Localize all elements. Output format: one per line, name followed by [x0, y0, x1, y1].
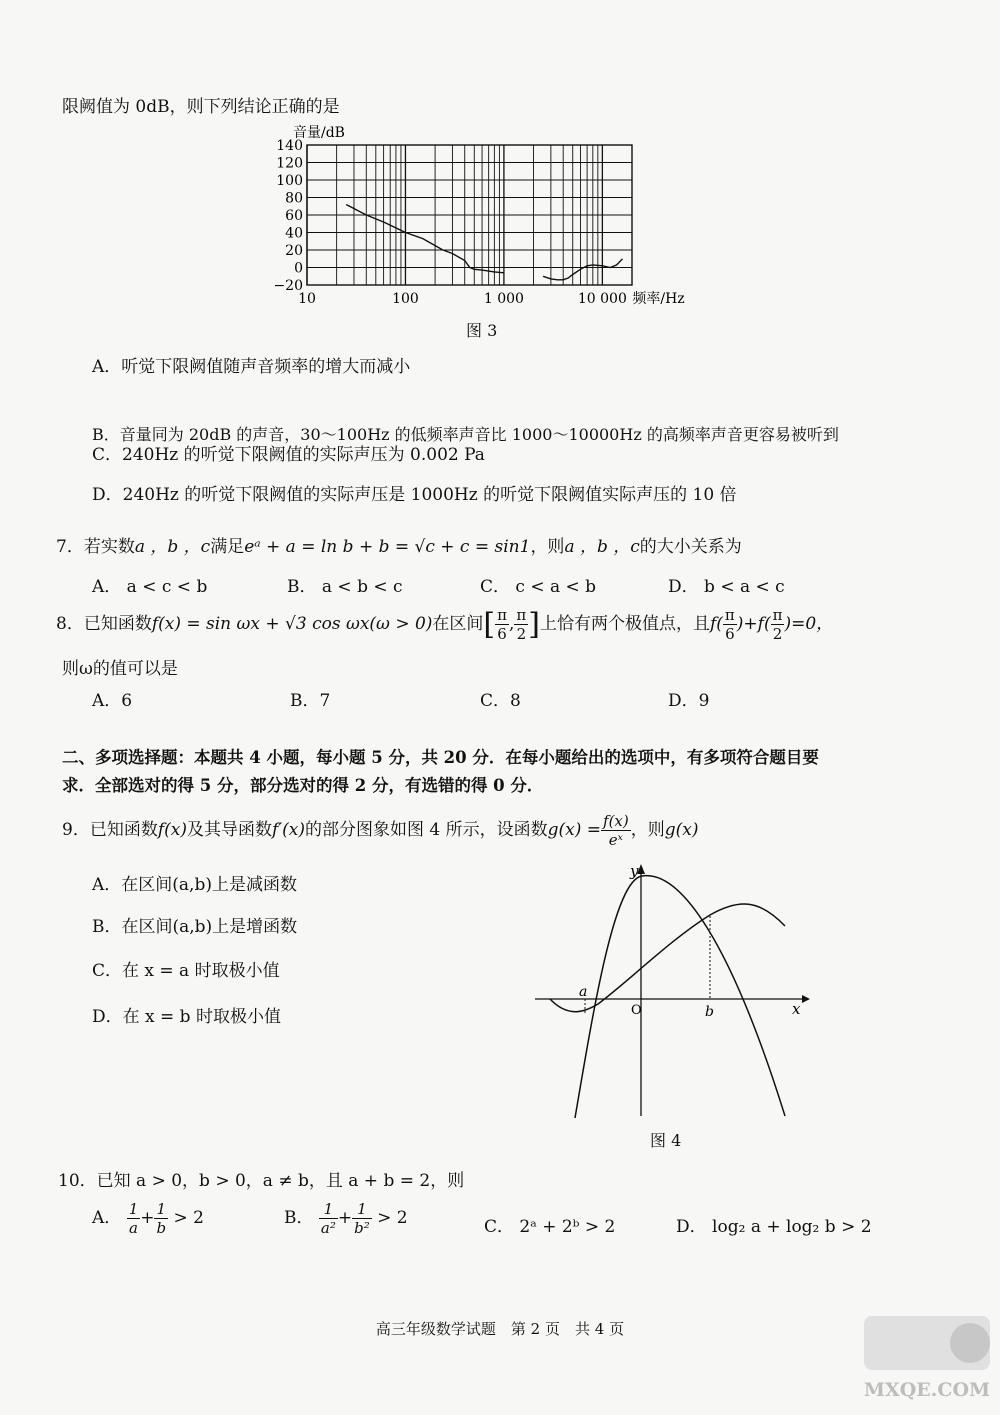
q10-a-plus: +: [140, 1208, 155, 1228]
q10-option-c-label: C．: [484, 1217, 515, 1237]
q8-frac-num-2: π: [516, 606, 527, 624]
q10-b-frac-1: [319, 1200, 338, 1237]
q10-d-expr: log₂ a + log₂ b > 2: [712, 1217, 872, 1237]
q8-cond-a: f(: [709, 614, 723, 634]
q10-option-a: [92, 1200, 204, 1237]
q7-text-a: 若实数: [83, 537, 135, 557]
q8-frac-den-2: 2: [516, 625, 527, 643]
figure-3-chart: [262, 117, 702, 312]
q8-cond-den-2: 2: [772, 625, 783, 643]
y-tick-label: −20: [273, 278, 303, 294]
q10-b-den-2: b²: [354, 1219, 370, 1237]
figure-3-caption: 图 3: [466, 321, 498, 340]
q7-number: 7．: [56, 537, 84, 557]
q10-a-frac-2: [154, 1200, 168, 1237]
q7-option-c: C． c < a < b: [480, 577, 597, 597]
q8-cond-frac-2: [771, 606, 785, 643]
q10-a-num-2: 1: [154, 1200, 168, 1219]
y-tick-label: 140: [276, 138, 303, 154]
q10-a-den-2: b: [156, 1219, 167, 1237]
q10-a-frac-1: [127, 1200, 141, 1237]
q8-cond-b: )+f(: [736, 614, 771, 634]
q8-text-a: 已知函数: [83, 614, 152, 634]
q9-text-c: 的部分图象如图 4 所示，设函数: [305, 820, 548, 840]
q6-option-a: A．听觉下限阙值随声音频率的增大而减小: [92, 357, 411, 377]
q7-stem: [56, 532, 742, 557]
label-x: x: [792, 1000, 801, 1018]
q8-frac-den: 6: [497, 625, 507, 643]
q9-option-a: A．在区间(a,b)上是减函数: [92, 875, 297, 895]
q9-number: 9．: [62, 820, 90, 840]
q10-number: 10．: [58, 1171, 97, 1191]
q10-c-expr: 2ᵃ + 2ᵇ > 2: [519, 1217, 616, 1237]
y-tick-label: 100: [276, 173, 303, 189]
page-footer: 高三年级数学试题 第 2 页 共 4 页: [375, 1320, 625, 1338]
q10-b-plus: +: [337, 1208, 353, 1228]
q9-option-d: D．在 x = b 时取极小值: [92, 1007, 281, 1027]
x-tick-label: 10: [298, 291, 316, 307]
q8-stem: 8．已知函数f(x) = sin ωx + √3 cos ωx(ω > 0)在区间[ $\frac{\pi}{6}$ , $\frac{\pi}{2}$ ]上恰有两个极值点，且f( $\frac{\pi}{6}$ )+f( $\frac{\pi}{2}$ )=0，: [56, 606, 834, 643]
q10-a-den-1: a: [128, 1219, 138, 1237]
watermark-circle: [950, 1323, 990, 1363]
q8-stem-line2: 则ω的值可以是: [62, 659, 178, 679]
q6-option-c: C．240Hz 的听觉下限阙值的实际声压为 0.002 Pa: [92, 445, 485, 465]
watermark-logo: [862, 1310, 992, 1405]
q10-option-c: [484, 1212, 615, 1237]
q8-bracket-open: [: [483, 607, 496, 642]
q8-frac-pi-2: [514, 606, 528, 643]
q9-frac-den: eˣ: [608, 831, 623, 849]
q8-cond-num-1: π: [724, 606, 735, 624]
q8-cond-den-1: 6: [725, 625, 735, 643]
q8-text-b: 在区间: [432, 614, 484, 634]
q8-bracket-close: ]: [528, 607, 540, 642]
q8-cond-frac-1: [723, 606, 737, 643]
q10-b-den-1: a²: [320, 1219, 336, 1237]
watermark-text: MXQE.COM: [863, 1379, 991, 1401]
y-tick-label: 80: [285, 190, 303, 207]
x-axis-label: 频率/Hz: [632, 291, 685, 307]
q7-option-a: A． a < c < b: [92, 577, 208, 597]
section2-instructions-line1: 二、多项选择题：本题共 4 小题，每小题 5 分，共 20 分．在每小题给出的选项中，有多项符合题目要: [62, 748, 819, 767]
q10-a-gt2: > 2: [173, 1208, 204, 1228]
q9-gx: g(x): [664, 820, 699, 840]
label-b: b: [705, 1004, 714, 1020]
y-axis-label: 音量/dB: [293, 125, 345, 141]
q9-option-c: C．在 x = a 时取极小值: [92, 961, 280, 981]
q8-option-b: B．7: [290, 691, 331, 711]
q6-stem-continuation: 限阙值为 0dB，则下列结论正确的是: [62, 97, 340, 117]
q10-option-a-label: A．: [92, 1208, 122, 1228]
figure-4-graph: [530, 860, 810, 1120]
q7-text-d: 的大小关系为: [639, 537, 742, 557]
q8-number: 8．: [56, 614, 84, 634]
q8-function: f(x) = sin ωx + √3 cos ωx(ω > 0): [151, 614, 433, 634]
q8-option-a: A．6: [92, 691, 133, 711]
q6-option-d: D．240Hz 的听觉下限阙值的实际声压是 1000Hz 的听觉下限阙值实际声压的 10 倍: [92, 485, 737, 505]
y-tick-label: 20: [285, 243, 303, 259]
q8-option-d: D．9: [668, 691, 710, 711]
q9-frac: [601, 812, 631, 849]
q7-vars: a ，b ，c: [134, 537, 211, 557]
q7-option-b: B． a < b < c: [287, 577, 403, 597]
q7-equation: eᵃ + a = ln b + b = √c + c = sin1: [244, 537, 531, 557]
q10-b-num-1: 1: [319, 1200, 338, 1219]
q9-frac-num: f(x): [603, 812, 629, 830]
q10-stem: [58, 1166, 464, 1191]
section2-instructions-line2: 求．全部选对的得 5 分，部分选对的得 2 分，有选错的得 0 分．: [62, 776, 544, 795]
q7-text-b: 满足: [210, 537, 245, 557]
q9-text-b: 及其导函数: [186, 820, 272, 840]
x-tick-label: 1 000: [483, 291, 524, 307]
q8-frac-pi-6: [495, 606, 509, 643]
label-y: y: [630, 862, 639, 880]
q9-text-a: 已知函数: [89, 820, 158, 840]
q10-option-d: [676, 1212, 872, 1237]
q9-gx-lhs: g(x) =: [547, 820, 602, 840]
figure-4-caption: 图 4: [650, 1131, 682, 1150]
q7-option-d: D． b < a < c: [668, 577, 785, 597]
q7-text-c: ，则: [530, 537, 565, 557]
q9-option-b: B．在区间(a,b)上是增函数: [92, 917, 298, 937]
q8-option-c: C．8: [480, 691, 521, 711]
q6-option-b: B．音量同为 20dB 的声音，30～100Hz 的低频率声音比 1000～10000Hz 的高频率声音更容易被听到: [92, 425, 839, 444]
y-tick-label: 120: [276, 155, 303, 172]
y-tick-label: 60: [285, 208, 303, 224]
q8-frac-num: π: [497, 606, 507, 624]
x-tick-label: 100: [392, 291, 419, 307]
q8-text-c: 上恰有两个极值点，且: [539, 614, 710, 634]
y-tick-label: 0: [294, 260, 303, 277]
y-tick-label: 40: [285, 225, 303, 242]
q10-b-frac-2: [352, 1200, 372, 1237]
label-origin: O: [631, 1003, 642, 1018]
q8-cond-c: )=0，: [784, 614, 834, 634]
series-line-2: [543, 259, 622, 280]
q10-a-num-1: 1: [128, 1200, 139, 1218]
q10-option-b: [284, 1200, 408, 1237]
q9-stem: [62, 812, 698, 849]
q10-b-gt2: > 2: [377, 1208, 408, 1228]
x-axis-arrow: [802, 995, 810, 1003]
q10-option-b-label: B．: [284, 1208, 314, 1228]
q10-option-d-label: D．: [676, 1217, 707, 1237]
q8-cond-num-2: π: [772, 606, 783, 624]
q9-fx: f(x): [157, 820, 187, 840]
q7-vars-2: a ，b ，c: [564, 537, 640, 557]
label-a: a: [579, 984, 588, 1000]
q9-text-d: ，则: [630, 820, 665, 840]
q10-b-num-2: 1: [352, 1200, 372, 1219]
q9-fpx: f′(x): [271, 820, 305, 840]
q10-text: 已知 a > 0，b > 0，a ≠ b，且 a + b = 2，则: [96, 1171, 465, 1191]
x-tick-label: 10 000: [577, 291, 627, 307]
